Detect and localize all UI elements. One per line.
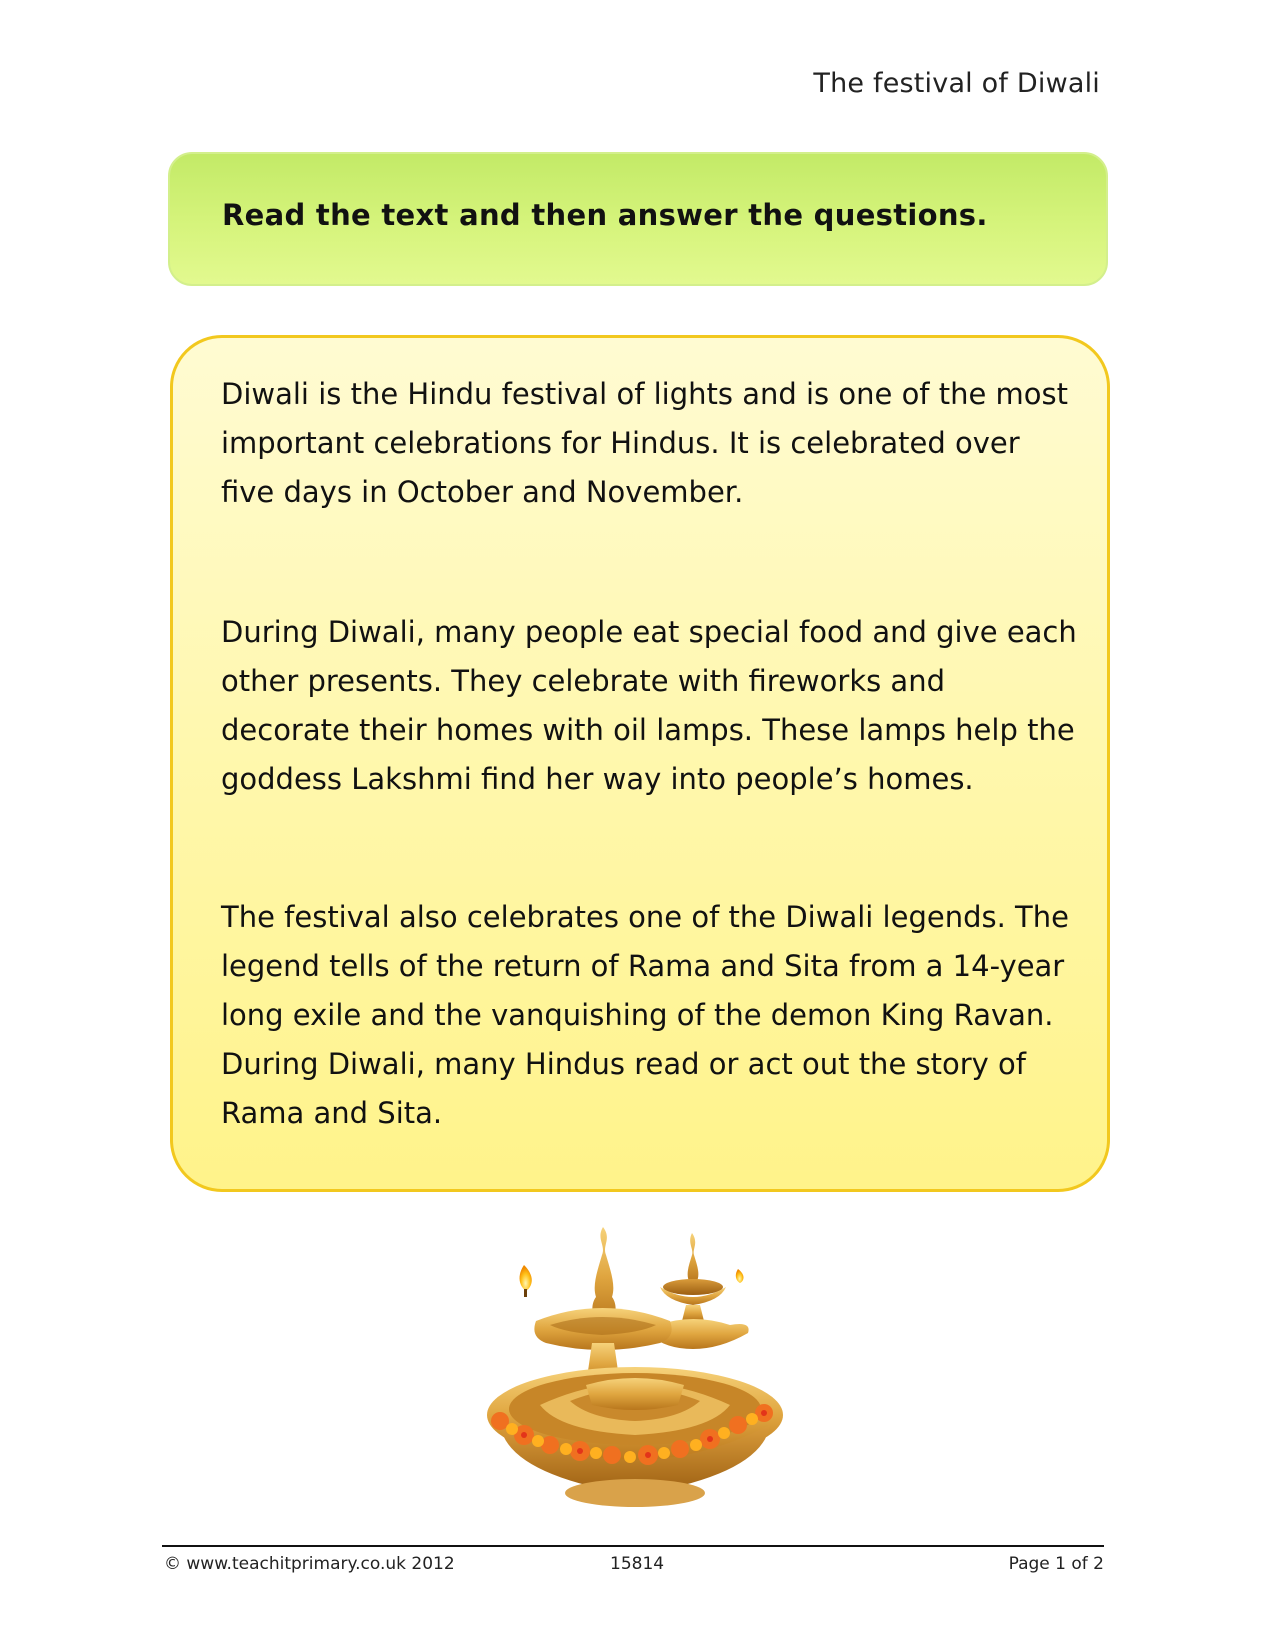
- large-lamp-icon: [520, 1227, 672, 1385]
- page-title: The festival of Diwali: [813, 68, 1100, 99]
- paragraph-2: During Diwali, many people eat special food and give each other presents. They celebrate with fireworks and decorate their homes with oil lamps. These lamps help the goddess Lakshmi find her way into people’s homes.: [221, 615, 1077, 796]
- footer-copyright: © www.teachitprimary.co.uk 2012: [164, 1554, 455, 1574]
- page-footer: [162, 1545, 1104, 1574]
- footer-page-number: Page 1 of 2: [1008, 1554, 1104, 1574]
- paragraph-1: Diwali is the Hindu festival of lights and is one of the most important celebrations for Hindus. It is celebrated over five days in October and November.: [221, 377, 1069, 509]
- footer-resource-code: 15814: [610, 1554, 665, 1574]
- reading-passage-box: [170, 335, 1110, 1192]
- instruction-text: Read the text and then answer the questions.: [222, 198, 988, 232]
- instruction-box: [168, 152, 1108, 286]
- diya-lamp-illustration: [480, 1225, 790, 1530]
- paragraph-3: The festival also celebrates one of the Diwali legends. The legend tells of the return of Rama and Sita from a 14-year long exile and the vanquishing of the demon King Ravan. During Diwali, many Hindus read or act out the story of Rama and Sita.: [221, 900, 1069, 1130]
